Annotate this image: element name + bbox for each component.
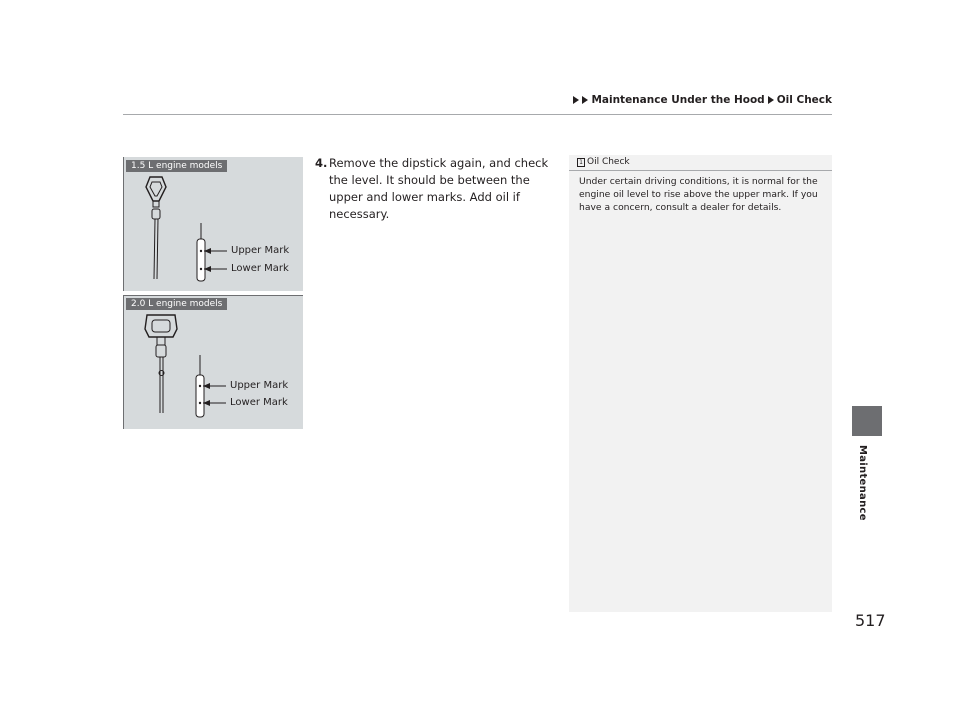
upper-mark-label: Upper Mark [231, 245, 290, 256]
dipstick-shaft [157, 219, 158, 279]
note-book-icon: 1 [577, 158, 585, 167]
side-tab-label: Maintenance [857, 445, 868, 521]
dipstick-tip [196, 375, 204, 417]
dipstick-seal [152, 209, 160, 219]
lower-mark-label: Lower Mark [231, 263, 289, 274]
figure-label: 2.0 L engine models [126, 298, 227, 310]
step-text: Remove the dipstick again, and check the level. It should be between the upper and lower marks. Add oil if necessary. [329, 156, 549, 221]
page-number: 517 [855, 611, 886, 630]
lower-mark-dot [199, 402, 201, 404]
dipstick-collar [157, 337, 165, 345]
figure-2-0l [123, 295, 303, 429]
lower-mark-dot [200, 268, 202, 270]
note-title-text: Oil Check [587, 157, 630, 167]
breadcrumb-topic[interactable]: Oil Check [776, 94, 832, 106]
upper-mark-dot [200, 250, 202, 252]
header-rule [123, 114, 832, 115]
dipstick-collar [153, 201, 159, 207]
upper-mark-dot [199, 385, 201, 387]
dipstick-handle [146, 177, 166, 201]
breadcrumb-arrow-icon [768, 96, 774, 104]
note-panel [569, 155, 832, 612]
dipstick-illustration-2 [123, 295, 303, 429]
lower-mark-label: Lower Mark [230, 397, 288, 408]
upper-mark-label: Upper Mark [230, 380, 289, 391]
dipstick-handle-inner [150, 182, 162, 196]
breadcrumb-section[interactable]: Maintenance Under the Hood [591, 94, 765, 106]
breadcrumb-arrow-icon [582, 96, 588, 104]
dipstick-tip [197, 239, 205, 281]
breadcrumb [573, 94, 832, 106]
dipstick-handle [145, 315, 177, 337]
step-number: 4. [315, 156, 328, 170]
figure-label: 1.5 L engine models [126, 160, 227, 172]
figure-1-5l [123, 157, 303, 291]
step-4 [315, 155, 555, 223]
note-rule [569, 170, 832, 171]
dipstick-handle-inner [152, 320, 170, 332]
side-tab-marker [852, 406, 882, 436]
note-title [577, 157, 630, 167]
note-text: Under certain driving conditions, it is normal for the engine oil level to rise above the upper mark. If you have a concern, consult a dealer for details. [579, 176, 818, 213]
dipstick-seal [156, 345, 166, 357]
breadcrumb-arrow-icon [573, 96, 579, 104]
dipstick-shaft [154, 219, 155, 279]
